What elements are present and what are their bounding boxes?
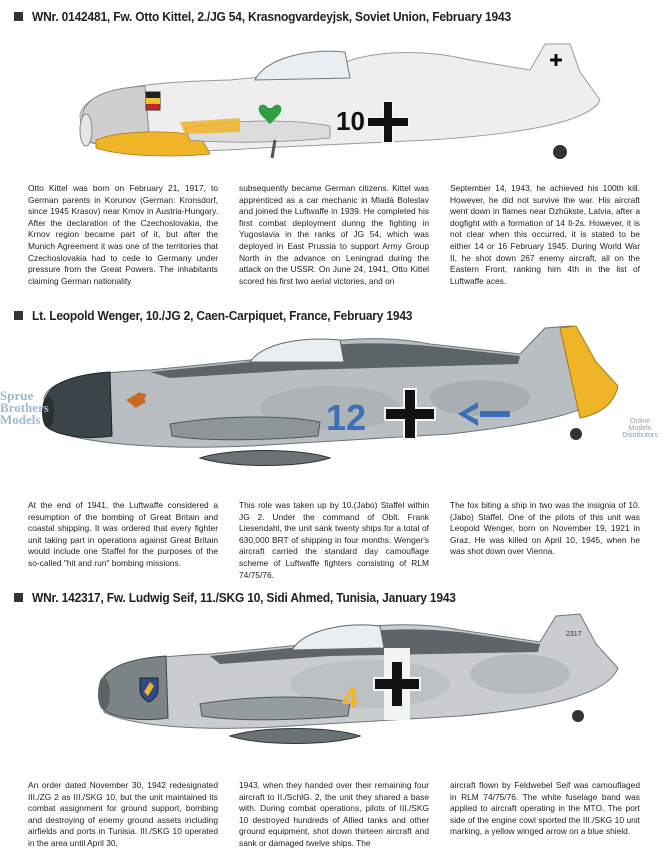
tail-number: 2317 xyxy=(566,631,582,638)
header-bullet xyxy=(14,12,23,21)
watermark-right xyxy=(612,418,668,439)
watermark-line: Brothers xyxy=(0,400,49,415)
section-title: WNr. 0142481, Fw. Otto Kittel, 2./JG 54, Krasnogvardeyjsk, Soviet Union, February 1943 xyxy=(32,8,511,24)
fw190-profile-grey-white-band xyxy=(0,608,669,768)
watermark-line: Models xyxy=(628,425,652,432)
column-1: At the end of 1941, the Luftwaffe considered a resumption of the bombing of Great Britain and coastal shipping. It was ordered that every fighter unit taking part in operations against Great Britain would include one Staffel for the purposes of the so-called "hit and run" bombing missions. xyxy=(28,500,218,568)
aircraft-code: 12 xyxy=(326,397,367,438)
section-header-seif xyxy=(14,587,493,607)
fw190-profile-white xyxy=(0,30,669,170)
column-2: 1943, when they handed over their remaining four aircraft to II./SchlG. 2, the unit they shared a base with. During combat operations, pilots of III./SKG 10 destroyed hundreds of Allied tanks and other ground equipment, shot down thirteen aircraft and sank or damaged twelve ships. The xyxy=(239,780,429,848)
watermark-line: Sprue xyxy=(0,388,34,403)
column-1: Otto Kittel was born on February 21, 1917, to German parents in Korunov (German: Kronsdorf, since 1945 Krasov) near Krnov in Austria-Hungary. After the declaration of the Czechoslovakia, the Krnov region became part of it, but after the Munich Agreement it was one of the territories that Czechoslovakia had to cede to Germany under pressure from the Great Powers. The inhabitants claiming German nationality xyxy=(28,183,218,286)
aircraft-profile-kittel xyxy=(0,30,669,170)
section-title: WNr. 142317, Fw. Ludwig Seif, 11./SKG 10, Sidi Ahmed, Tunisia, January 1943 xyxy=(32,589,456,605)
watermark-left xyxy=(0,390,49,426)
column-3: aircraft flown by Feldwebel Seif was camouflaged in RLM 74/75/76. The white fuselage band was applied to aircraft operating in the MTO. The port side of the engine cowl sported the III./SKG 10 unit marking, a yellow winged arrow on a blue shield. xyxy=(450,780,640,837)
watermark-line: Distributors xyxy=(622,432,658,439)
column-3: The fox biting a ship in two was the insignia of 10.(Jabo) Staffel. One of the pilots of this unit was Leopold Wenger, born on November 19, 1921 in Graz. He was killed on April 10, 1945, when he was shot down over Vienna. xyxy=(450,500,640,557)
aircraft-code: 10 xyxy=(336,106,365,136)
aircraft-profile-wenger xyxy=(0,318,669,488)
watermark-line: Models xyxy=(0,412,41,427)
text-columns-kittel xyxy=(28,183,640,287)
column-1: An order dated November 30, 1942 redesignated III./ZG 2 as III./SKG 10, but the unit maintained its combat assignment for ground support, bombing and destroying of enemy ground assets including airfields and ports in Tunisia. III./SKG 10 operated in the area until April 30, xyxy=(28,780,218,848)
section-header-kittel xyxy=(14,6,553,26)
aircraft-profile-seif xyxy=(0,608,669,768)
header-bullet xyxy=(14,593,23,602)
text-columns-seif xyxy=(28,780,640,850)
watermark-line: Online xyxy=(629,418,651,425)
column-3: September 14, 1943, he achieved his 100th kill. However, he did not survive the war. His aircraft went down in flames near Dzhūkste, Latvia, after a dogfight with a formation of 14 Il-2s. However, it is not clear when this occurred, it is stated to be either 14 or 16 February 1945. During World War II, he shot down 267 enemy aircraft, all on the Eastern Front, ranking him 4th in the list of Luftwaffe aces. xyxy=(450,183,640,286)
fw190-profile-grey xyxy=(0,318,669,488)
aircraft-code: 4 xyxy=(342,682,359,715)
column-2: This role was taken up by 10.(Jabo) Staffel within JG 2. Under the command of Oblt. Frank Liesendahl, the unit sank twenty ships for a total of 630,000 BRT of shipping in four months. Wenger's aircraft carried the standard day camouflage scheme of Luftwaffe fighters consisting of RLM 74/75/76. xyxy=(239,500,429,580)
column-2: subsequently became German citizens. Kittel was apprenticed as a car mechanic in Mladá Boleslav and joined the Luftwaffe in 1939. He completed his first combat deployment during the fighting in Yugoslavia in the ranks of JG 54, which was deployed in East Prussia to support Army Group North in the advance on Leningrad during the attack on the USSR. On June 24, 1941, Otto Kittel scored his first two aerial victories, and on xyxy=(239,183,429,286)
section-title: Lt. Leopold Wenger, 10./JG 2, Caen-Carpiquet, France, February 1943 xyxy=(32,307,413,323)
text-columns-wenger xyxy=(28,500,640,581)
shield-emblem-icon xyxy=(146,92,160,110)
